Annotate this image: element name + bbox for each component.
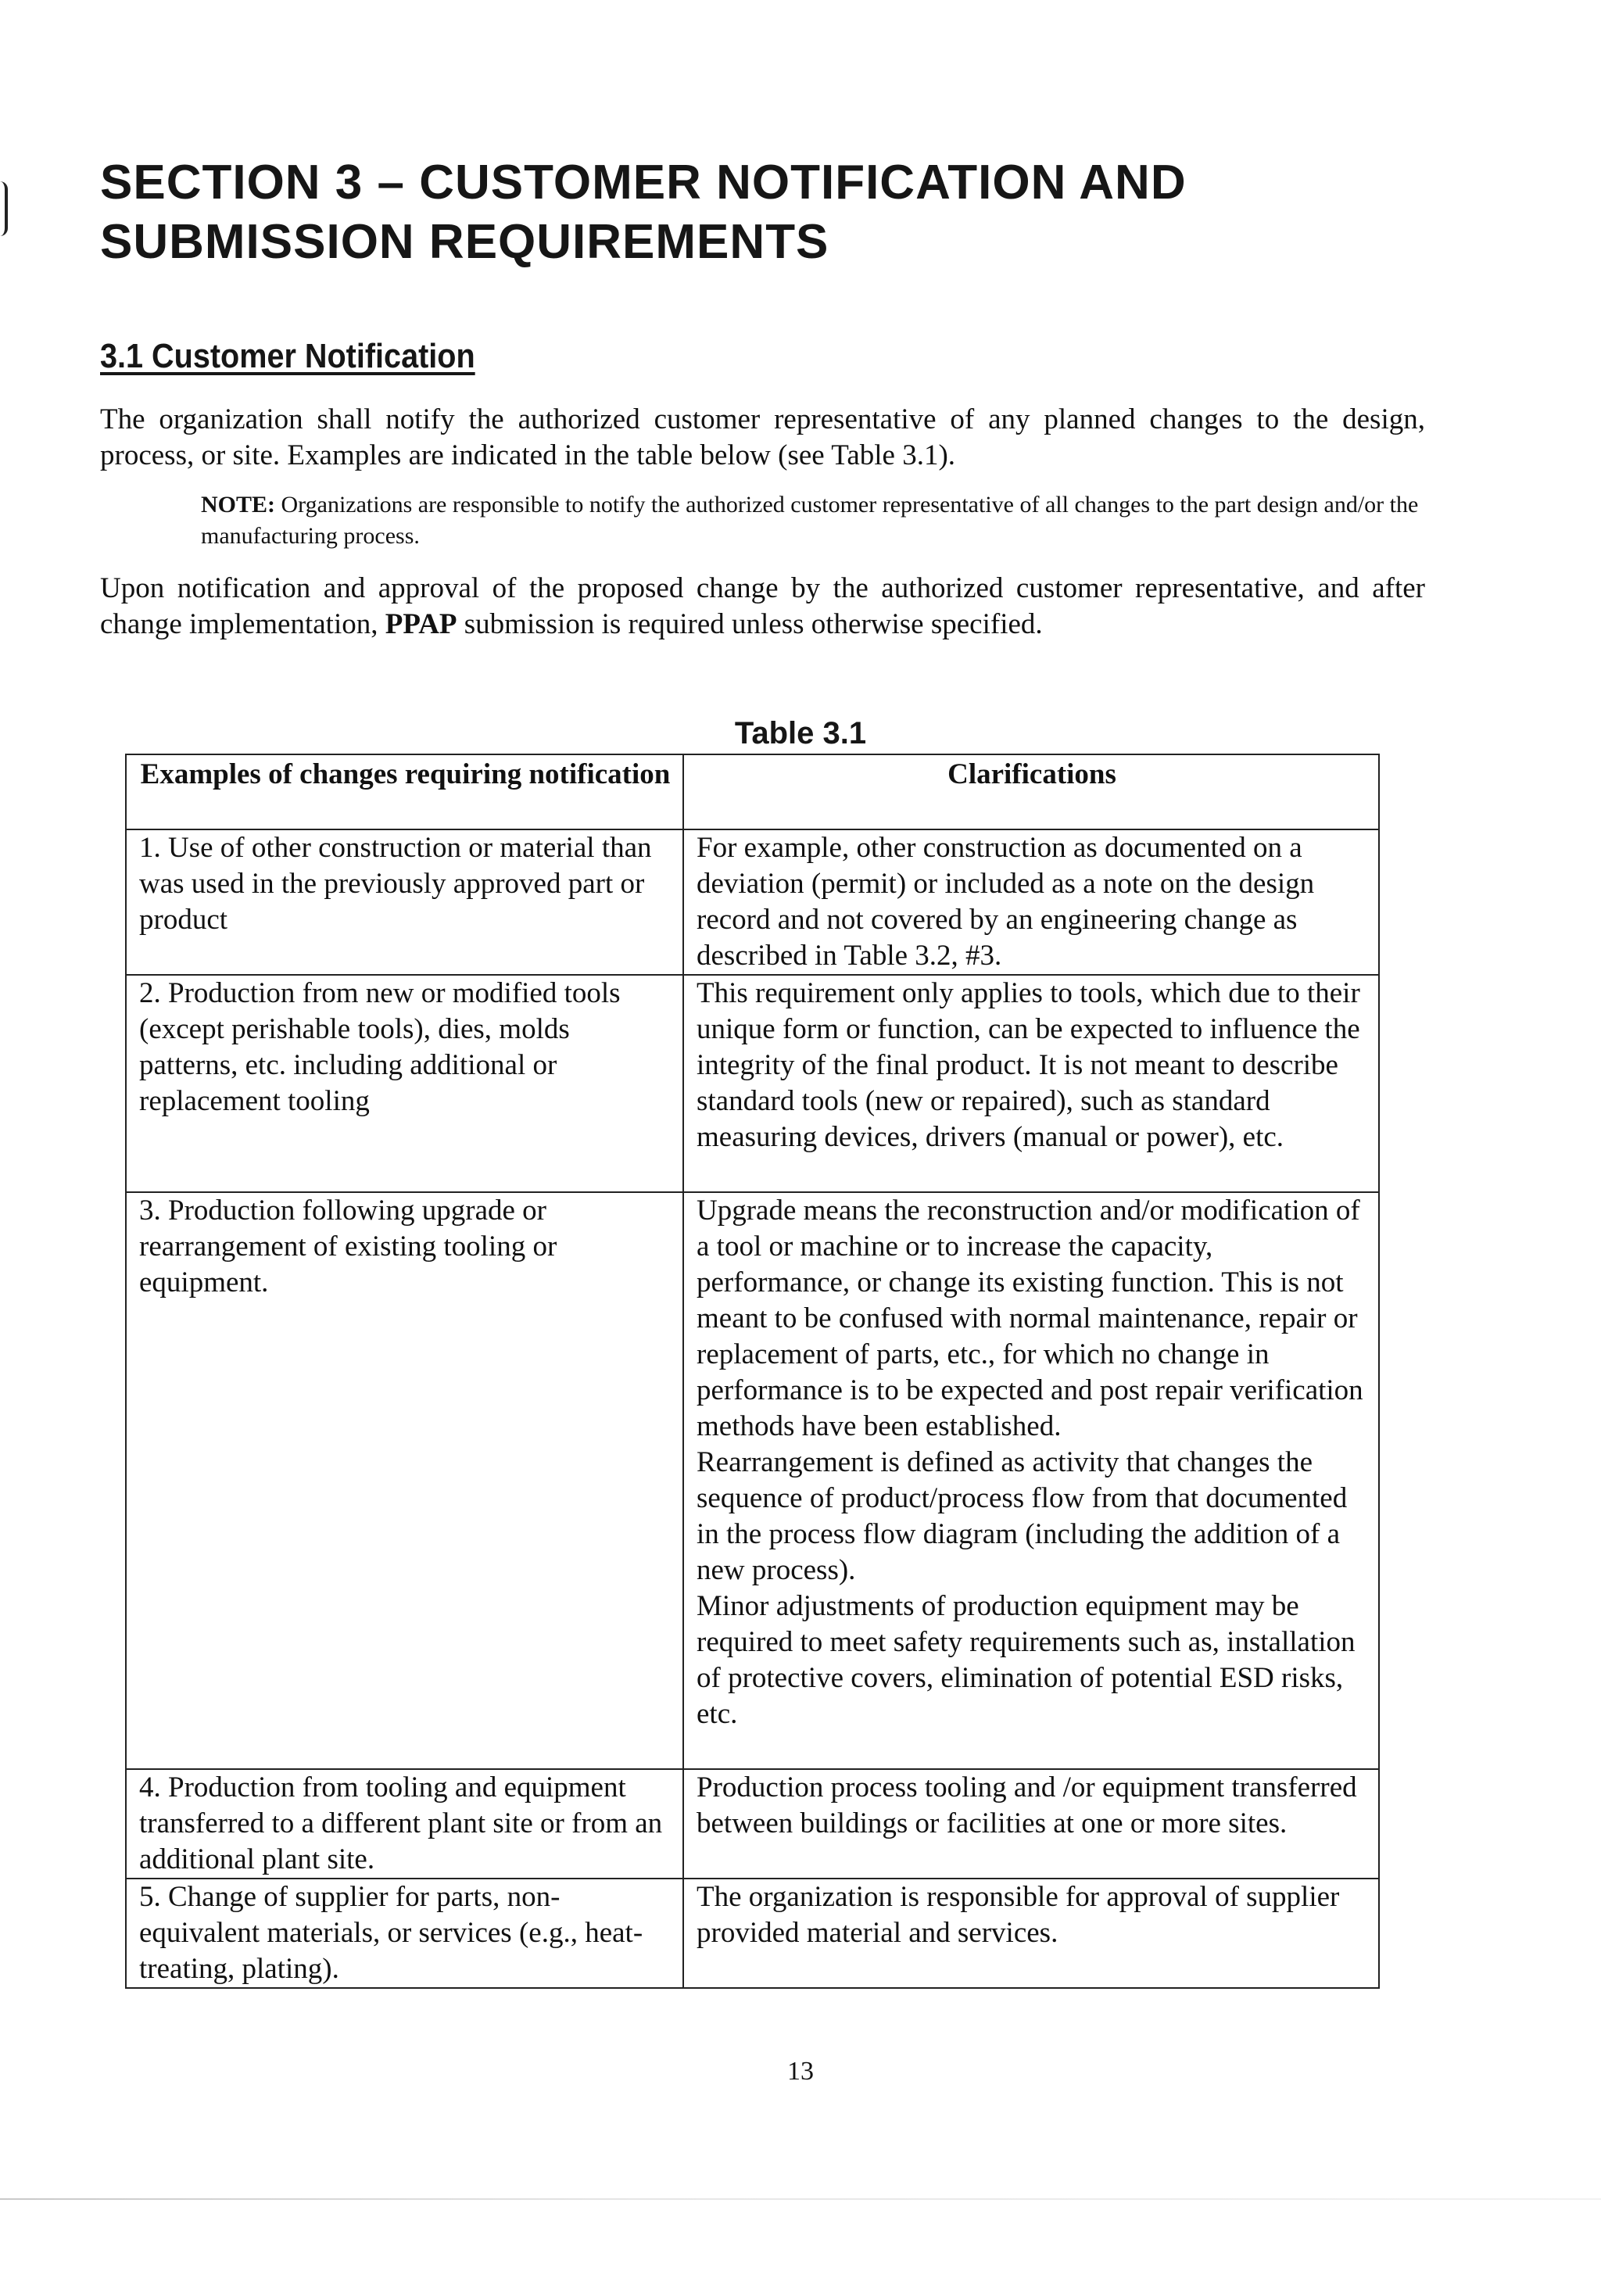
clarification-cell: [683, 1879, 1379, 1988]
clarification-cell: [683, 1192, 1379, 1769]
section-title: [100, 153, 1429, 272]
approval-paragraph: [100, 571, 1425, 643]
note-label: NOTE:: [201, 492, 276, 518]
clarification-cell: [683, 975, 1379, 1192]
intro-paragraph: The organization shall notify the authorized customer representative of any planned changes to the design, process, or site. Examples are indicated in the table below (see Table 3.1).: [100, 403, 1425, 471]
note-text: Organizations are responsible to notify the authorized customer representative of all changes to the part design and/or the manufacturing process.: [201, 492, 1419, 549]
approval-text-bold: PPAP: [385, 608, 457, 640]
subsection-heading: 3.1 Customer Notification: [100, 337, 475, 375]
clarification-text: Production process tooling and /or equipment transferred between buildings or facilities at one or more sites.: [697, 1771, 1357, 1839]
example-cell: 5. Change of supplier for parts, non-equivalent materials, or services (e.g., heat-treating, plating).: [126, 1879, 683, 1988]
header-examples: Examples of changes requiring notification: [126, 754, 683, 829]
table-caption: Table 3.1: [734, 716, 867, 750]
approval-text-before: Upon notification and approval of the proposed change by the authorized customer representative, and after change implementation,: [100, 572, 1425, 640]
changes-table: [125, 754, 1380, 1989]
clarification-text: For example, other construction as documented on a deviation (permit) or included as a note on the design record and not covered by an engineering change as described in Table 3.2, #3.: [697, 832, 1315, 972]
clarification-cell: [683, 1769, 1379, 1879]
clarification-text-rearrangement: Rearrangement is defined as activity that changes the sequence of product/process flow from that documented in the process flow diagram (including the addition of a new process).: [697, 1446, 1348, 1586]
table-row: [126, 1192, 1379, 1769]
table-header-row: [126, 754, 1379, 829]
section-title-line-2: SUBMISSION REQUIREMENTS: [100, 215, 829, 269]
clarification-text: The organization is responsible for approval of supplier provided material and services.: [697, 1881, 1340, 1949]
table-row: [126, 829, 1379, 975]
clarification-text-upgrade: Upgrade means the reconstruction and/or modification of a tool or machine or to increase the capacity, performance, or change its existing function. This is not meant to be confused with normal maintenance, repair or replacement of parts, etc., for which no change in performance is to be expected and post repair verification methods have been established.: [697, 1195, 1363, 1442]
example-cell: 4. Production from tooling and equipment transferred to a different plant site or from an additional plant site.: [126, 1769, 683, 1879]
table-row: [126, 1879, 1379, 1988]
table-row: [126, 975, 1379, 1192]
clarification-text-minor-adjustments: Minor adjustments of production equipment may be required to meet safety requirements such as, installation of protective covers, elimination of potential ESD risks, etc.: [697, 1590, 1356, 1730]
example-cell: 2. Production from new or modified tools (except perishable tools), dies, molds patterns, etc. including additional or replacement tooling: [126, 975, 683, 1192]
header-clarifications: Clarifications: [683, 754, 1379, 829]
section-title-line-1: SECTION 3 – CUSTOMER NOTIFICATION AND: [100, 156, 1187, 210]
approval-text-after: submission is required unless otherwise specified.: [457, 608, 1043, 640]
binding-mark: [0, 181, 8, 236]
example-cell: 1. Use of other construction or material than was used in the previously approved part or product: [126, 829, 683, 975]
page-number: 13: [787, 2057, 814, 2086]
clarification-cell: [683, 829, 1379, 975]
table-row: [126, 1769, 1379, 1879]
note-paragraph: [201, 489, 1425, 552]
scan-artifact-line: [0, 2198, 1601, 2200]
clarification-text: This requirement only applies to tools, which due to their unique form or function, can be expected to influence the integrity of the final product. It is not meant to describe standard tools (new or repaired), such as standard measuring devices, drivers (manual or power), etc.: [697, 977, 1360, 1153]
example-cell: 3. Production following upgrade or rearrangement of existing tooling or equipment.: [126, 1192, 683, 1769]
